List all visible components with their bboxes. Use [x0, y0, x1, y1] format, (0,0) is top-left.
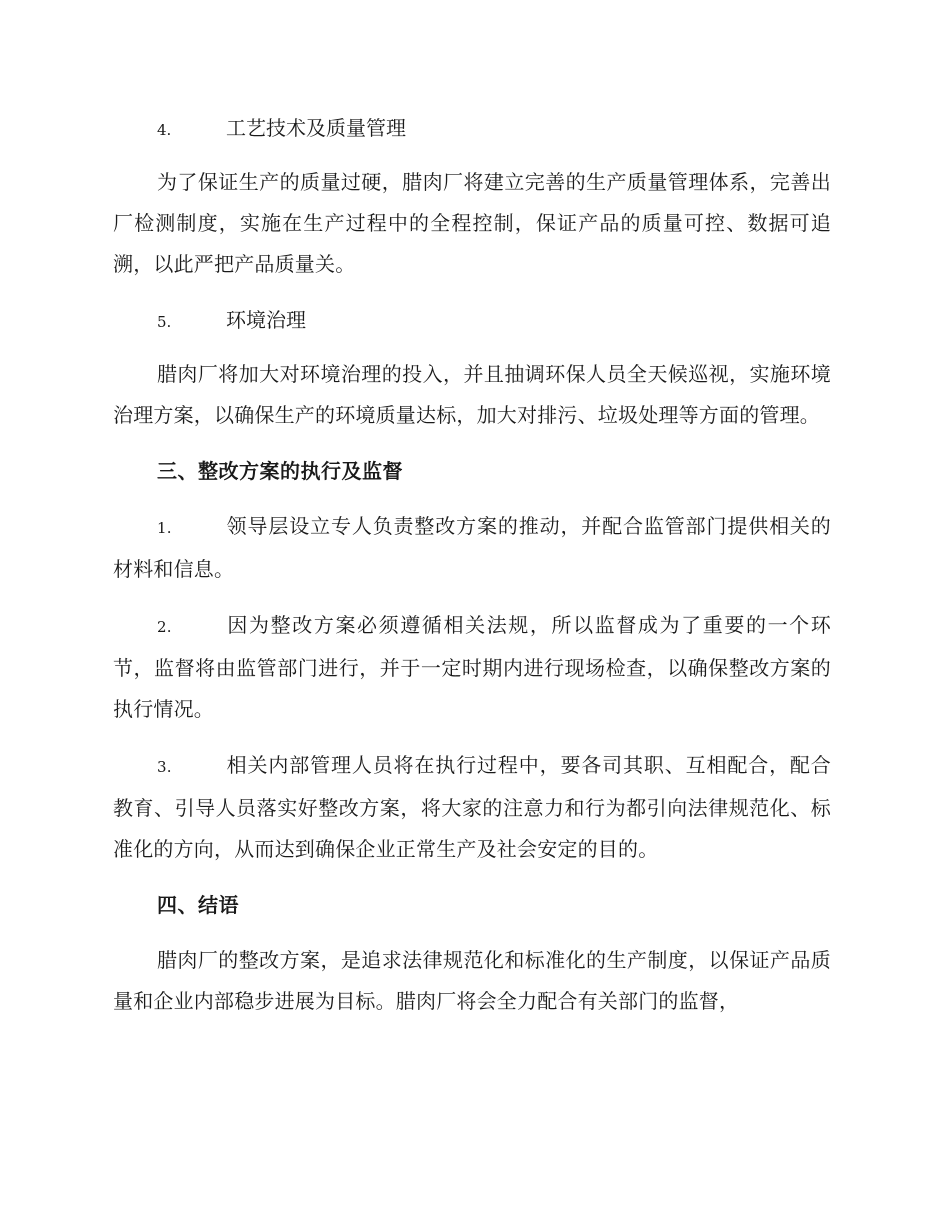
- list-item-number: 2.: [157, 618, 172, 636]
- subsection-number: 5.: [157, 313, 172, 331]
- list-item-number: 1.: [157, 519, 172, 537]
- list-item: [113, 506, 831, 590]
- list-item: [113, 745, 831, 870]
- section-heading: 三、整改方案的执行及监督: [157, 459, 403, 483]
- paragraph: 腊肉厂的整改方案，是追求法律规范化和标准化的生产制度，以保证产品质量和企业内部稳步进展为目标。腊肉厂将会全力配合有关部门的监督，: [113, 948, 831, 1013]
- section-heading: 四、结语: [157, 893, 239, 917]
- subsection-title: 工艺技术及质量管理: [226, 116, 406, 140]
- subsection-title: 环境治理: [226, 308, 306, 332]
- document-body: [113, 108, 831, 1037]
- list-item-text: 因为整改方案必须遵循相关法规，所以监督成为了重要的一个环节，监督将由监管部门进行，并于一定时期内进行现场检查，以确保整改方案的执行情况。: [113, 613, 831, 721]
- paragraph: 为了保证生产的质量过硬，腊肉厂将建立完善的生产质量管理体系，完善出厂检测制度，实施在生产过程中的全程控制，保证产品的质量可控、数据可追溯，以此严把产品质量关。: [113, 170, 831, 276]
- list-item-text: 领导层设立专人负责整改方案的推动，并配合监管部门提供相关的材料和信息。: [113, 514, 831, 581]
- subsection-number: 4.: [157, 121, 172, 139]
- paragraph: 腊肉厂将加大对环境治理的投入，并且抽调环保人员全天候巡视，实施环境治理方案，以确保生产的环境质量达标，加大对排污、垃圾处理等方面的管理。: [113, 362, 831, 427]
- list-item-text: 相关内部管理人员将在执行过程中，要各司其职、互相配合，配合教育、引导人员落实好整改方案，将大家的注意力和行为都引向法律规范化、标准化的方向，从而达到确保企业正常生产及社会安定的目的。: [113, 753, 831, 861]
- subsection-heading: [113, 300, 831, 340]
- subsection-heading: [113, 108, 831, 148]
- list-item: [113, 605, 831, 730]
- list-item-number: 3.: [157, 758, 172, 776]
